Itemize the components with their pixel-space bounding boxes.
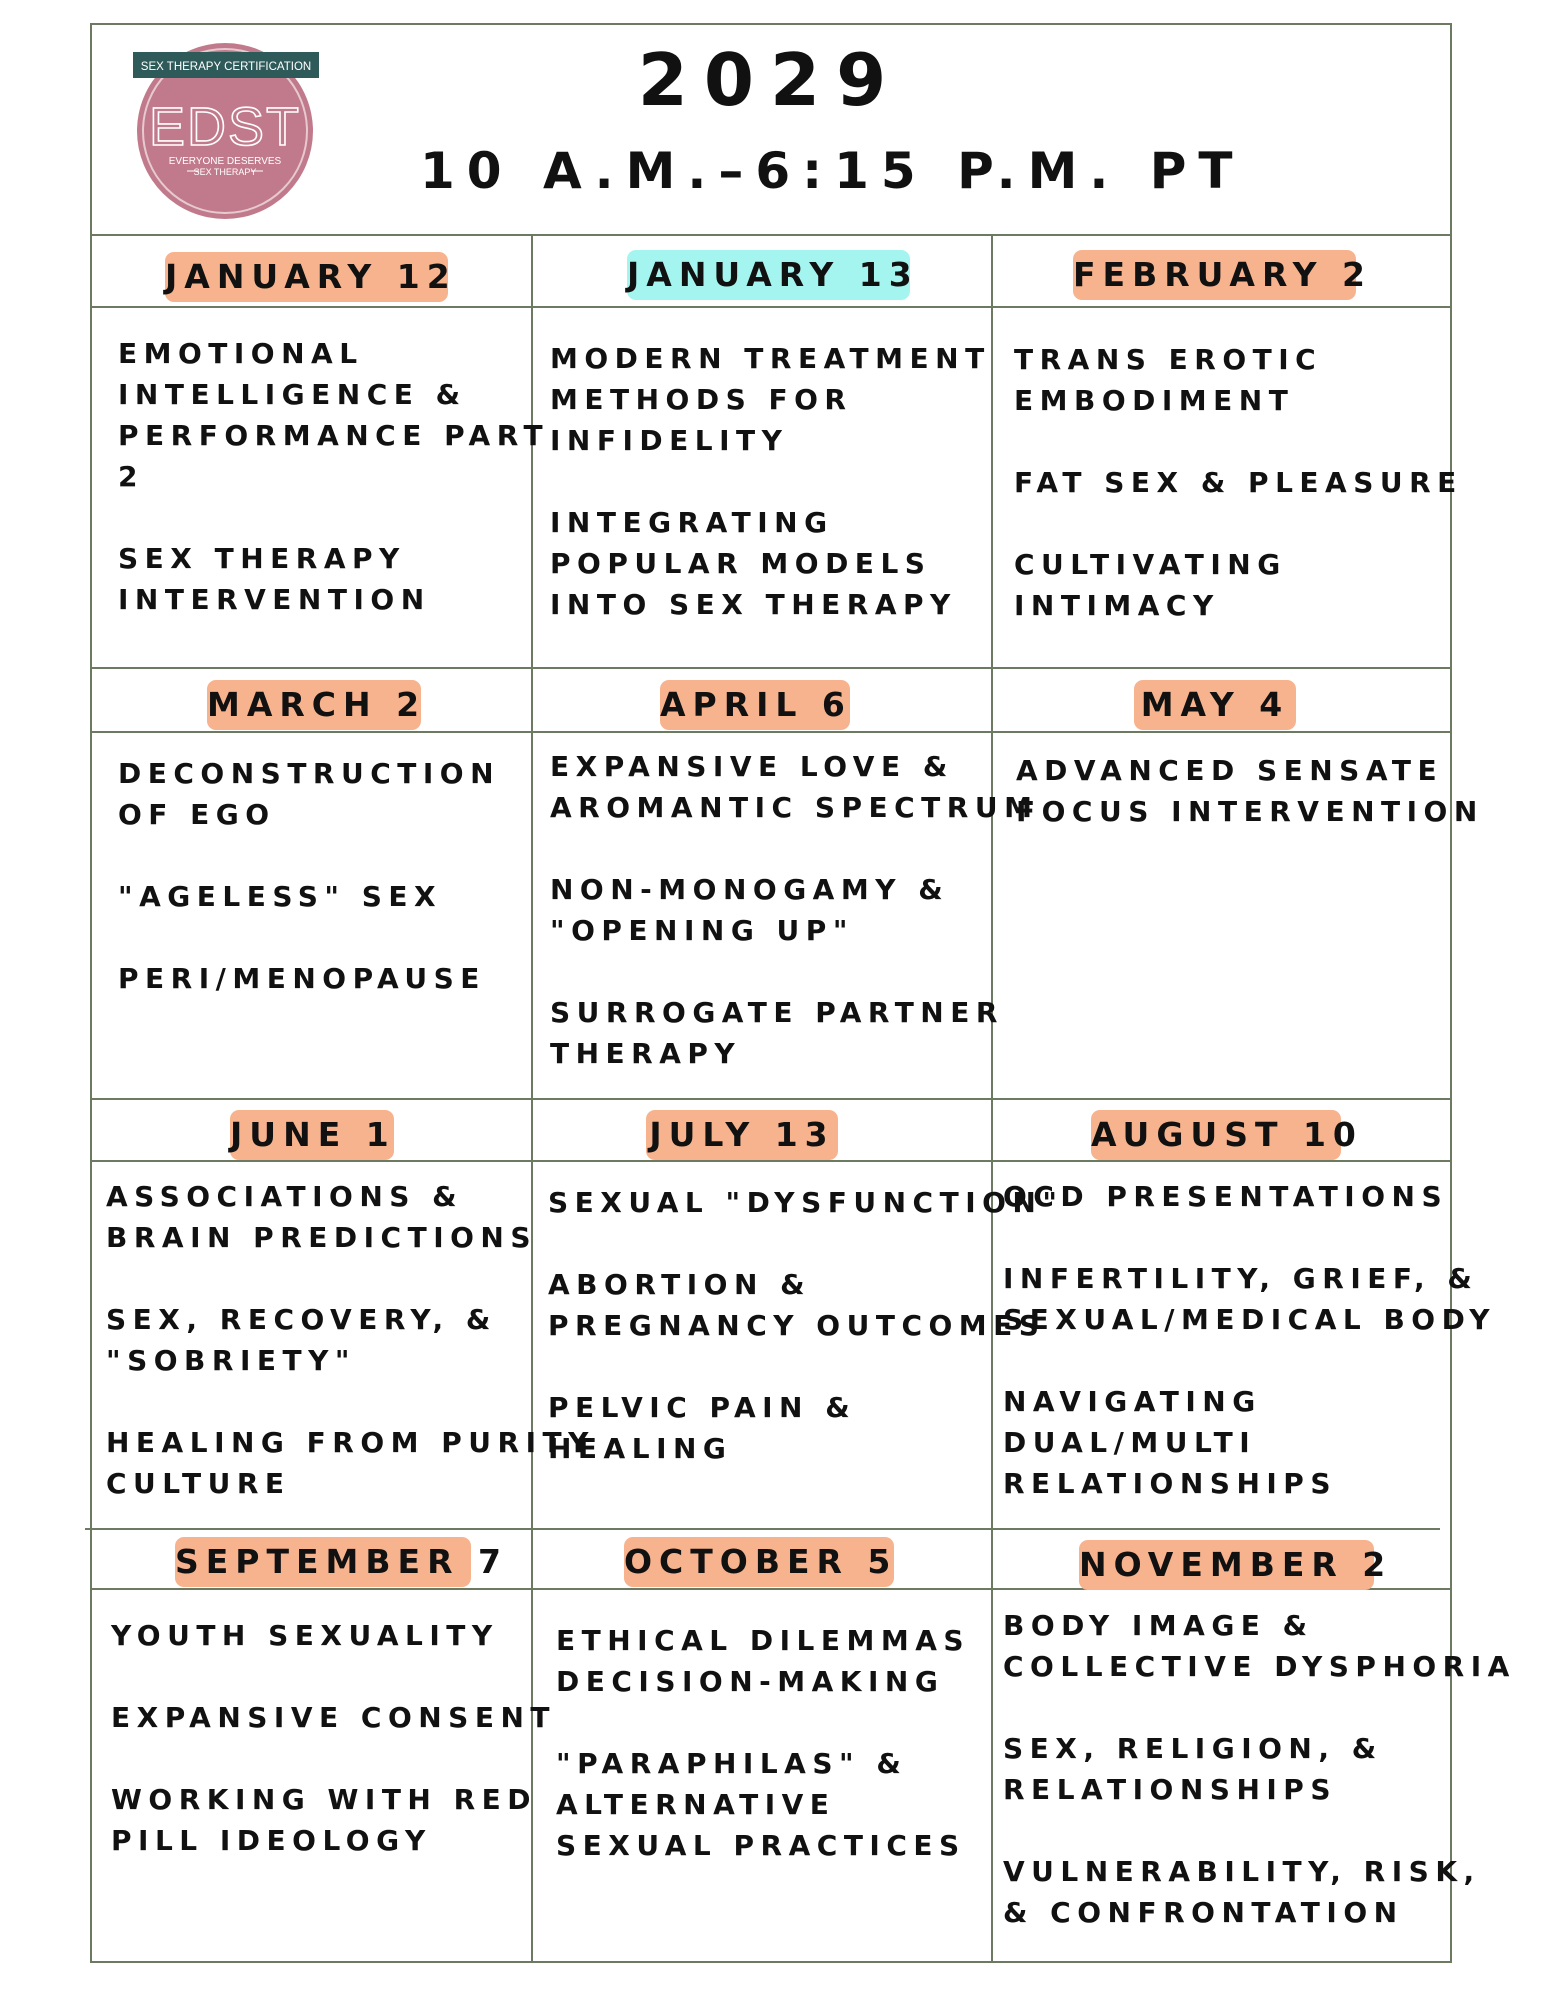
edst-logo [133, 40, 323, 225]
date-pill: JANUARY 13 [627, 250, 910, 300]
topic-list [118, 753, 500, 1040]
topic-list [1003, 1605, 1516, 1974]
topic-item: YOUTH SEXUALITY [111, 1619, 499, 1652]
topic-list [106, 1176, 595, 1545]
date-pill: OCTOBER 5 [624, 1537, 894, 1587]
topic-item: ABORTION & PREGNANCY OUTCOMES [548, 1268, 1046, 1342]
topic-item: HEALING FROM PURITY CULTURE [106, 1426, 595, 1500]
svg-text:SEX THERAPY: SEX THERAPY [193, 167, 257, 177]
svg-text:SEX THERAPY CERTIFICATION: SEX THERAPY CERTIFICATION [140, 61, 312, 73]
topic-item: EXPANSIVE CONSENT [111, 1701, 557, 1734]
topic-list [548, 1182, 1063, 1510]
topic-item: TRANS EROTIC EMBODIMENT [1014, 343, 1323, 417]
grid-line [90, 306, 1452, 308]
topic-item: SEX THERAPY INTERVENTION [118, 542, 431, 616]
grid-line [90, 234, 1452, 236]
topic-item: EXPANSIVE LOVE & AROMANTIC SPECTRUM [550, 750, 1039, 824]
date-pill: NOVEMBER 2 [1079, 1540, 1374, 1590]
topic-item: FAT SEX & PLEASURE [1014, 466, 1463, 499]
svg-text:EVERYONE DESERVES: EVERYONE DESERVES [168, 156, 282, 167]
topic-item: CULTIVATING INTIMACY [1014, 548, 1287, 622]
date-pill: SEPTEMBER 7 [175, 1537, 471, 1587]
grid-line [90, 731, 1452, 733]
date-pill: JANUARY 12 [165, 252, 448, 302]
topic-item: ASSOCIATIONS & BRAIN PREDICTIONS [106, 1180, 538, 1254]
topic-item: BODY IMAGE & COLLECTIVE DYSPHORIA [1003, 1609, 1516, 1683]
topic-item: SURROGATE PARTNER THERAPY [550, 996, 1004, 1070]
svg-text:EDST: EDST [148, 97, 302, 157]
session-time: 10 A.M.–6:15 P.M. PT [420, 142, 1245, 200]
topic-item: SEX, RELIGION, & RELATIONSHIPS [1003, 1732, 1383, 1806]
topic-list [550, 338, 991, 666]
date-pill: AUGUST 10 [1091, 1110, 1341, 1160]
date-pill: MARCH 2 [207, 680, 421, 730]
topic-item: DECONSTRUCTION OF EGO [118, 757, 501, 831]
date-pill: JULY 13 [646, 1110, 838, 1160]
topic-item: NAVIGATING DUAL/MULTI RELATIONSHIPS [1003, 1385, 1337, 1500]
topic-list [1016, 750, 1484, 873]
topic-item: EMOTIONAL INTELLIGENCE & PERFORMANCE PART 2 [118, 337, 550, 493]
grid-line [90, 1160, 1452, 1162]
topic-list [1014, 339, 1463, 667]
topic-item: VULNERABILITY, RISK, & CONFRONTATION [1003, 1855, 1481, 1929]
topic-item: "PARAPHILAS" & ALTERNATIVE SEXUAL PRACTICES [556, 1747, 966, 1862]
topic-item: ADVANCED SENSATE FOCUS INTERVENTION [1016, 754, 1484, 828]
grid-line [90, 667, 1452, 669]
topic-item: PERI/MENOPAUSE [118, 962, 486, 995]
topic-item: "AGELESS" SEX [118, 880, 443, 913]
topic-item: PELVIC PAIN & HEALING [548, 1391, 857, 1465]
topic-item: SEXUAL "DYSFUNCTION" [548, 1186, 1064, 1219]
topic-list [1003, 1176, 1496, 1545]
topic-item: MODERN TREATMENT METHODS FOR INFIDELITY [550, 342, 991, 457]
topic-item: OCD PRESENTATIONS [1003, 1180, 1449, 1213]
schedule-year: 2029 [637, 38, 903, 122]
topic-item: WORKING WITH RED PILL IDEOLOGY [111, 1783, 538, 1857]
topic-item: NON-MONOGAMY & "OPENING UP" [550, 873, 950, 947]
topic-item: ETHICAL DILEMMAS DECISION-MAKING [556, 1624, 971, 1698]
topic-item: INFERTILITY, GRIEF, & SEXUAL/MEDICAL BODY [1003, 1262, 1497, 1336]
date-pill: FEBRUARY 2 [1073, 250, 1356, 300]
date-pill: JUNE 1 [230, 1110, 394, 1160]
topic-item: SEX, RECOVERY, & "SOBRIETY" [106, 1303, 497, 1377]
topic-list [111, 1615, 556, 1902]
date-pill: APRIL 6 [660, 680, 850, 730]
topic-item: INTEGRATING POPULAR MODELS INTO SEX THERAPY [550, 506, 957, 621]
topic-list [118, 333, 549, 661]
topic-list [550, 746, 1038, 1115]
date-pill: MAY 4 [1134, 680, 1296, 730]
topic-list [556, 1620, 970, 1907]
